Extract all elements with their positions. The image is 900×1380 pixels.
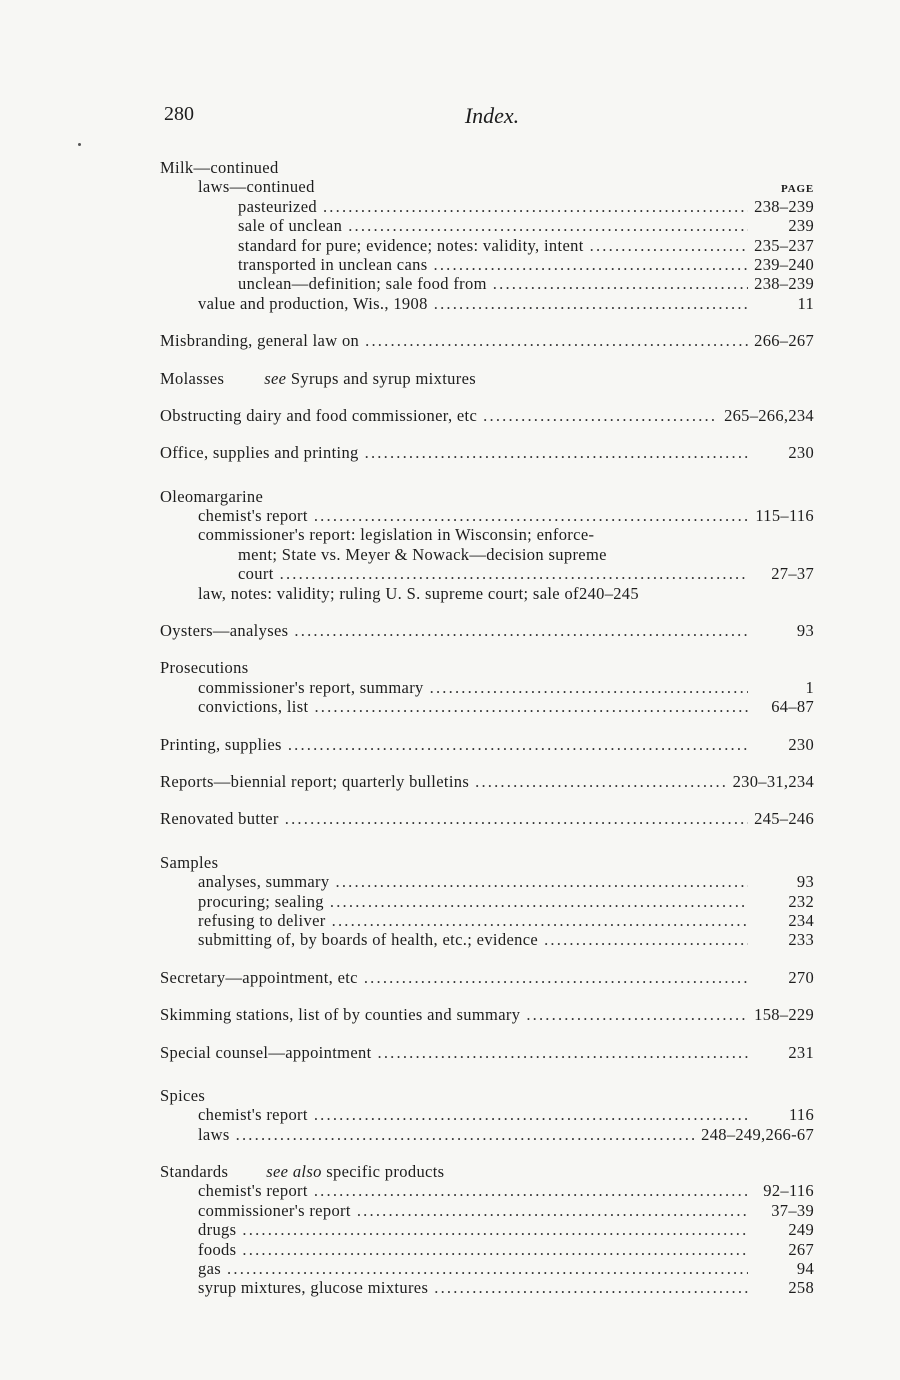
- index-entry: [160, 177, 814, 196]
- entry-page: 238–239: [754, 274, 814, 294]
- entry-text: sale of unclean: [238, 216, 343, 236]
- index-entry: [160, 930, 814, 949]
- index-entry: [160, 255, 814, 274]
- entry-page: 231: [788, 1042, 814, 1062]
- index-entry: [160, 1005, 814, 1024]
- entry-page: 234: [788, 910, 814, 930]
- see-reference: see: [264, 368, 287, 388]
- index-entry: [160, 1086, 814, 1105]
- entry-heading: Prosecutions: [160, 658, 249, 678]
- index-entry: [160, 968, 814, 987]
- index-entry: [160, 853, 814, 872]
- index-entry: [160, 658, 814, 677]
- dot-leader: [483, 406, 718, 425]
- entry-text: convictions, list: [198, 697, 309, 717]
- entry-page: 37–39: [771, 1200, 814, 1220]
- dot-leader: [285, 809, 748, 828]
- index-entry: [160, 809, 814, 828]
- entry-page: 11: [797, 293, 814, 313]
- entry-page: 239: [788, 216, 814, 236]
- dot-leader: [242, 1220, 748, 1239]
- see-target: Syrups and syrup mixtures: [290, 368, 477, 388]
- entry-text: Secretary—appointment, etc: [160, 967, 358, 987]
- entry-text: analyses, summary: [198, 872, 330, 892]
- entry-text: Reports—biennial report; quarterly bulletins: [160, 771, 470, 791]
- index-entry: [160, 1278, 814, 1297]
- dot-leader: [378, 1043, 748, 1062]
- entry-heading: Spices: [160, 1085, 206, 1105]
- entry-page: 239–240: [754, 254, 814, 274]
- dot-leader: [434, 294, 748, 313]
- index-entry: [160, 1220, 814, 1239]
- index-entry: [160, 525, 814, 544]
- entry-heading: Samples: [160, 852, 219, 872]
- index-entry: [160, 506, 814, 525]
- entry-text: commissioner's report: legislation in Wisconsin; enforce-: [198, 525, 595, 545]
- dot-leader: [288, 735, 748, 754]
- entry-page: 265–266,234: [724, 405, 814, 425]
- page-number: 280: [164, 103, 194, 125]
- index-entry: [160, 1125, 814, 1144]
- dot-leader: [475, 772, 727, 791]
- index-entry: [160, 678, 814, 697]
- entry-subheading: laws—continued: [198, 177, 315, 197]
- index-entry: [160, 1043, 814, 1062]
- entry-term: Standards: [160, 1162, 229, 1182]
- page-title: Index.: [464, 103, 520, 128]
- entry-page: 230: [788, 734, 814, 754]
- index-entry: [160, 1259, 814, 1278]
- entry-page: 64–87: [771, 697, 814, 717]
- index-entry: [160, 1240, 814, 1259]
- entry-text: Special counsel—appointment: [160, 1042, 372, 1062]
- index-entry: [160, 911, 814, 930]
- entry-page: 233: [788, 930, 814, 950]
- entry-page: 267: [788, 1239, 814, 1259]
- index-entry: [160, 331, 814, 350]
- entry-page: 93: [796, 872, 814, 892]
- entry-page: 94: [796, 1259, 814, 1279]
- entry-text: Renovated butter: [160, 809, 279, 829]
- dot-leader: [236, 1125, 696, 1144]
- page-column-label: PAGE: [781, 183, 814, 196]
- entry-text: pasteurized: [238, 196, 317, 216]
- entry-page: 245–246: [754, 809, 814, 829]
- dot-leader: [314, 1181, 748, 1200]
- entry-page: 93: [796, 621, 814, 641]
- entry-text: drugs: [198, 1220, 237, 1240]
- index-entry: [160, 236, 814, 255]
- index-entry: [160, 443, 814, 462]
- dot-leader: [294, 621, 748, 640]
- entry-text: Printing, supplies: [160, 734, 282, 754]
- index-entry: [160, 697, 814, 716]
- entry-text: [160, 1162, 444, 1181]
- dot-leader: [330, 892, 748, 911]
- dot-leader: [544, 930, 748, 949]
- index-entry: [160, 584, 814, 603]
- entry-page: 158–229: [754, 1005, 814, 1025]
- dot-leader: [434, 1278, 748, 1297]
- entry-text: ment; State vs. Meyer & Nowack—decision supreme: [238, 544, 607, 564]
- dot-leader: [526, 1005, 748, 1024]
- entry-text: foods: [198, 1239, 237, 1259]
- see-reference: see also: [266, 1162, 322, 1182]
- index-entry: [160, 545, 814, 564]
- entry-text: gas: [198, 1259, 222, 1279]
- entry-page: 230–31,234: [732, 771, 814, 791]
- dot-leader: [323, 197, 748, 216]
- dot-leader: [365, 443, 748, 462]
- entry-page: 238–239: [754, 196, 814, 216]
- index-entry: [160, 369, 814, 388]
- index-entry: [160, 294, 814, 313]
- dot-leader: [348, 216, 748, 235]
- entry-text: laws: [198, 1124, 230, 1144]
- index-entry: [160, 1162, 814, 1181]
- entry-page: 270: [788, 967, 814, 987]
- dot-leader: [493, 274, 748, 293]
- entry-text: law, notes: validity; ruling U. S. supreme court; sale of: [198, 583, 579, 603]
- dot-leader: [314, 697, 748, 716]
- entry-page: 266–267: [754, 331, 814, 351]
- index-entry: [160, 564, 814, 583]
- entry-heading: Milk—continued: [160, 158, 279, 177]
- dot-leader: [365, 331, 748, 350]
- entry-text: court: [238, 564, 274, 584]
- dot-leader: [280, 564, 748, 583]
- entry-heading: Oleomargarine: [160, 486, 264, 506]
- entry-page: 92–116: [763, 1181, 814, 1201]
- index-entry: [160, 197, 814, 216]
- dot-leader: [430, 678, 748, 697]
- dot-leader: [590, 236, 748, 255]
- entry-page: 232: [788, 891, 814, 911]
- index-entry: [160, 621, 814, 640]
- entry-page: 235–237: [754, 235, 814, 255]
- index-column: [160, 158, 814, 1298]
- index-entry: [160, 487, 814, 506]
- entry-page: 240–245: [579, 583, 639, 603]
- index-entry: [160, 872, 814, 891]
- entry-page: 116: [788, 1105, 814, 1125]
- index-entry: [160, 772, 814, 791]
- index-entry: [160, 1181, 814, 1200]
- entry-page: 248–249,266-67: [701, 1124, 814, 1144]
- entry-text: commissioner's report, summary: [198, 677, 424, 697]
- see-target: specific products: [326, 1162, 445, 1182]
- entry-text: value and production, Wis., 1908: [198, 293, 428, 313]
- entry-text: Skimming stations, list of by counties and summary: [160, 1005, 521, 1025]
- entry-page: 230: [788, 443, 814, 463]
- entry-text: Oysters—analyses: [160, 621, 289, 641]
- index-entry: [160, 892, 814, 911]
- dot-leader: [357, 1201, 748, 1220]
- entry-text: commissioner's report: [198, 1200, 351, 1220]
- entry-page: 1: [805, 677, 814, 697]
- entry-text: unclean—definition; sale food from: [238, 274, 487, 294]
- index-entry: [160, 1105, 814, 1124]
- entry-text: chemist's report: [198, 506, 308, 526]
- index-entry: [160, 158, 814, 177]
- dot-leader: [242, 1240, 748, 1259]
- entry-text: transported in unclean cans: [238, 254, 428, 274]
- entry-text: standard for pure; evidence; notes: validity, intent: [238, 235, 584, 255]
- print-speck: [78, 143, 81, 146]
- entry-page: 258: [788, 1278, 814, 1298]
- dot-leader: [336, 872, 748, 891]
- entry-page: 115–116: [755, 506, 814, 526]
- entry-term: Molasses: [160, 368, 225, 388]
- dot-leader: [314, 1105, 748, 1124]
- entry-page: 249: [788, 1220, 814, 1240]
- dot-leader: [314, 506, 748, 525]
- entry-text: chemist's report: [198, 1105, 308, 1125]
- entry-text: submitting of, by boards of health, etc.; evidence: [198, 930, 539, 950]
- entry-text: refusing to deliver: [198, 910, 326, 930]
- dot-leader: [227, 1259, 748, 1278]
- page-header: [164, 103, 820, 133]
- entry-text: Misbranding, general law on: [160, 331, 360, 351]
- dot-leader: [434, 255, 748, 274]
- dot-leader: [332, 911, 748, 930]
- index-entry: [160, 1201, 814, 1220]
- entry-text: [160, 369, 476, 388]
- index-entry: [160, 735, 814, 754]
- dot-leader: [364, 968, 748, 987]
- entry-text: syrup mixtures, glucose mixtures: [198, 1278, 429, 1298]
- entry-page: 27–37: [771, 564, 814, 584]
- index-entry: [160, 406, 814, 425]
- index-entry: [160, 274, 814, 293]
- entry-text: chemist's report: [198, 1181, 308, 1201]
- entry-text: procuring; sealing: [198, 891, 324, 911]
- entry-text: Office, supplies and printing: [160, 443, 359, 463]
- entry-text: Obstructing dairy and food commissioner, etc: [160, 405, 478, 425]
- index-entry: [160, 216, 814, 235]
